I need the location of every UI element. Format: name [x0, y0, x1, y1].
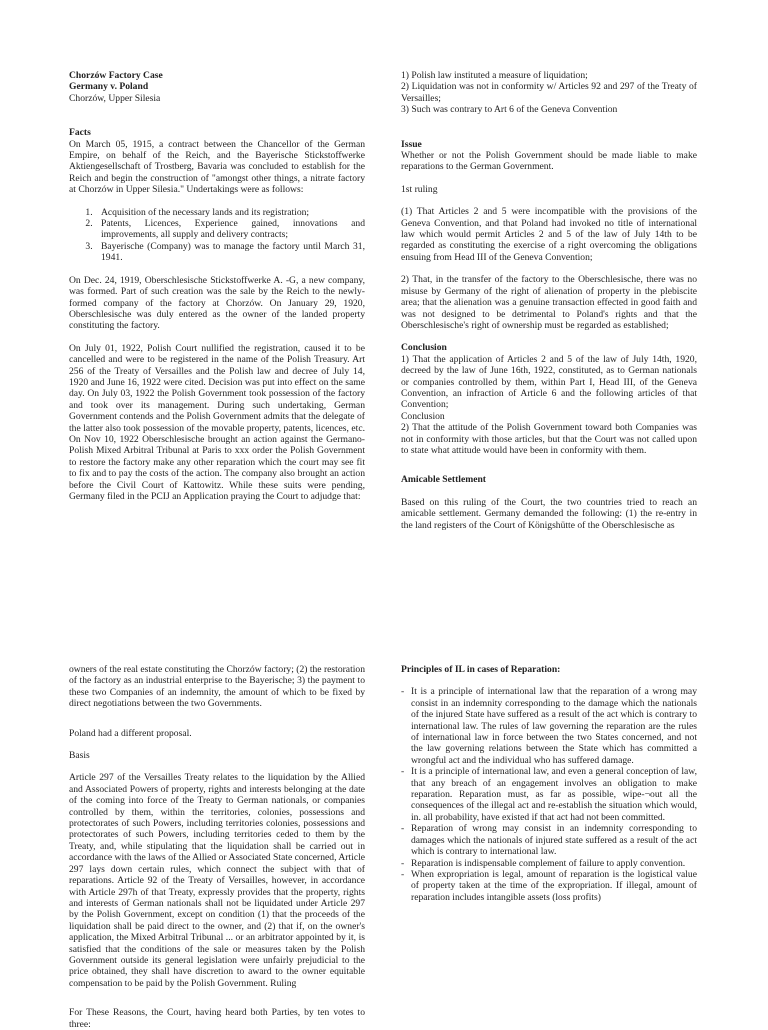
undertaking-item: 2. Patents, Licences, Experience gained, innovations and improvements, all supply and delivery contracts; — [95, 218, 365, 241]
principle-item: - Reparation of wrong may consist in an indemnity corresponding to damages which the nationals of injured state suffered as a result of the act which is contrary to international law. — [411, 823, 697, 857]
case-place: Chorzów, Upper Silesia — [69, 92, 161, 104]
facts-paragraph: On March 05, 1915, a contract between the Chancellor of the German Empire, on behalf of the Reich, and the Bayerische Stickstoffwerke Aktiengesellschaft of Trostberg, Bavaria was concluded to establish for the Reich and begin the construction of "amongst other things, a nitrate factory at Chorzów in Upper Silesia." Undertakings were as follows: — [69, 138, 365, 196]
issue-heading: Issue — [401, 138, 422, 150]
issue-text: Whether or not the Polish Government should be made liable to make reparations to the German Government. — [401, 150, 697, 173]
ruling-label: 1st ruling — [401, 183, 438, 195]
paragraph-1919: On Dec. 24, 1919, Oberschlesische Stickstoffwerke A. -G, a new company, was formed. Part of such creation was the sale by the Reich to the newly-formed company of the factory at Chorzów. On January 29, 1920, Oberschlesische was duly entered as the owner of the landed property constituting the factory. — [69, 274, 365, 332]
ruling-1: (1) That Articles 2 and 5 were incompatible with the provisions of the Geneva Convention, and that Poland had invoked no title of international law which would permit Articles 2 and 5 of the law of July 14th to be regarded as constituting the exercise of a right overcoming the obligations ensuing from Head III of the Geneva Convention; — [401, 206, 697, 263]
basis-text: Article 297 of the Versailles Treaty relates to the liquidation by the Allied and Associated Powers of property, rights and interests belonging at the date of the coming into force of the Treaty to German nationals, or companies controlled by them, within the territories, colonies, possessions and protectorates of such Powers, including territories colonies, possessions and protectorates of such Powers, including territories ceded to them by the Treaty, and, while stipulating that the liquidation shall be carried out in accordance with the laws of the Allied or Associated State concerned, Article 297 lays down certain rules, which connect the subject with that of reparations. Article 92 of the Treaty of Versailles, however, in accordance with Article 297h of that Treaty, expressly provides that the property, rights and interests of German nationals shall not be liquidated under Article 297 by the Polish Government, except on condition (1) that the proceeds of the liquidation shall be paid direct to the owner, and (2) that if, on the owner's application, the Mixed Arbitral Tribunal ... or an arbitrator appointed by it, is satisfied that the conditions of the sale or measures taken by the Polish Government outside its general legislation were unfairly prejudicial to the price obtained, they shall have discretion to award to the owner equitable compensation to be paid by the Polish Government. Ruling — [69, 772, 365, 989]
continuation-paragraph: owners of the real estate constituting the Chorzów factory; (2) the restoration of the factory as an industrial enterprise to the Bayerische; 3) the payment to these two Companies of an indemnity, the amount of which to be fixed by direct negotiations between the two Governments. — [69, 664, 365, 710]
conclusion-label: Conclusion — [401, 410, 445, 422]
principles-heading: Principles of IL in cases of Reparation: — [401, 664, 561, 675]
undertaking-item: 1. Acquisition of the necessary lands and its registration; — [95, 207, 365, 218]
case-parties: Germany v. Poland — [69, 81, 149, 93]
claim-item: 3) Such was contrary to Art 6 of the Geneva Convention — [401, 104, 618, 116]
poland-proposal: Poland had a different proposal. — [69, 727, 192, 739]
conclusion-2: 2) That the attitude of the Polish Government toward both Companies was not in conformity with those articles, but that the Court was not called upon to state what attitude would have been in conformity with them. — [401, 422, 697, 456]
undertaking-item: 3. Bayerische (Company) was to manage the factory until March 31, 1941. — [95, 241, 365, 264]
principle-item: - It is a principle of international law, and even a general conception of law, that any breach of an engagement involves an obligation to make reparation. Reparation must, as far as possible, wipe-¬out all the consequences of the illegal act and re-establish the situation which would, in. all probability, have existed if that act had not been committed. — [411, 766, 697, 823]
claim-item: 2) Liquidation was not in conformity w/ Articles 92 and 297 of the Treaty of Versailles; — [401, 81, 697, 104]
page2-left-column — [69, 664, 365, 1030]
principle-item: - When expropriation is legal, amount of reparation is the logistical value of property taken at the time of the expropriation. If illegal, amount of reparation includes intangible assets (loss profits) — [411, 869, 697, 903]
conclusion-1: 1) That the application of Articles 2 and 5 of the law of July 14th, 1920, decreed by the law of June 16th, 1922, constituted, as to German nationals or companies controlled by them, within Part I, Head III, of the Geneva Convention, an infraction of Article 6 and the following articles of that Convention; — [401, 353, 697, 411]
ruling-2: 2) That, in the transfer of the factory to the Oberschlesische, there was no misuse by Germany of the right of alienation of property in the plebiscite area; that the alienation was a genuine transaction effected in good faith and was not designed to be detrimental to Poland's rights and that the Oberschlesische's right of ownership must be regarded as established; — [401, 274, 697, 331]
undertakings-list — [69, 207, 365, 264]
claim-item: 1) Polish law instituted a measure of liquidation; — [401, 70, 588, 81]
page1-right-column — [401, 70, 697, 531]
page2-right-column — [401, 664, 697, 903]
principle-item: - It is a principle of international law that the reparation of a wrong may consist in an indemnity corresponding to the damage which the nationals of the injured State have suffered as a result of the act which is contrary to international law. The rules of law governing the reparation are the rules of international law in force between the two States concerned, and not the law governing relations between the State which has committed a wrongful act and the individual who has suffered damage. — [411, 686, 697, 766]
conclusion-heading: Conclusion — [401, 342, 447, 354]
principles-list — [401, 686, 697, 903]
final-text: For These Reasons, the Court, having heard both Parties, by ten votes to three: — [69, 1007, 365, 1030]
case-title: Chorzów Factory Case — [69, 70, 163, 81]
facts-heading: Facts — [69, 127, 91, 139]
principle-item: - Reparation is indispensable complement of failure to apply convention. — [411, 858, 697, 869]
amicable-heading: Amicable Settlement — [401, 474, 486, 486]
page1-left-column — [69, 70, 365, 502]
basis-label: Basis — [69, 750, 90, 762]
document-page-2 — [0, 640, 768, 1030]
amicable-text: Based on this ruling of the Court, the two countries tried to reach an amicable settlement. Germany demanded the following: (1) the re-entry in the land registers of the Court of Königshütte of the Oberschlesische as — [401, 496, 697, 531]
paragraph-1922: On July 01, 1922, Polish Court nullified the registration, caused it to be cancelled and were to be registered in the name of the Polish Treasury. Art 256 of the Treaty of Versailles and the Polish law and decree of July 14, 1920 and June 16, 1922 were cited. Decision was put into effect on the same day. On July 03, 1922 the Polish Government took possession of the factory and took over its management. During such undertaking, German Government contends and the Polish Government admits that the delegate of the latter also took possession of the movable property, patents, licences, etc. On Nov 10, 1922 Oberschlesische brought an action against the Germano-Polish Mixed Arbitral Tribunal at Paris to xxx order the Polish Government to restore the factory make any other reparation which the court may see fit to fix and to pay the costs of the action. The company also brought an action before the Civil Court of Kattowitz. While these suits were pending, Germany filed in the PCIJ an Application praying the Court to adjudge that: — [69, 342, 365, 502]
